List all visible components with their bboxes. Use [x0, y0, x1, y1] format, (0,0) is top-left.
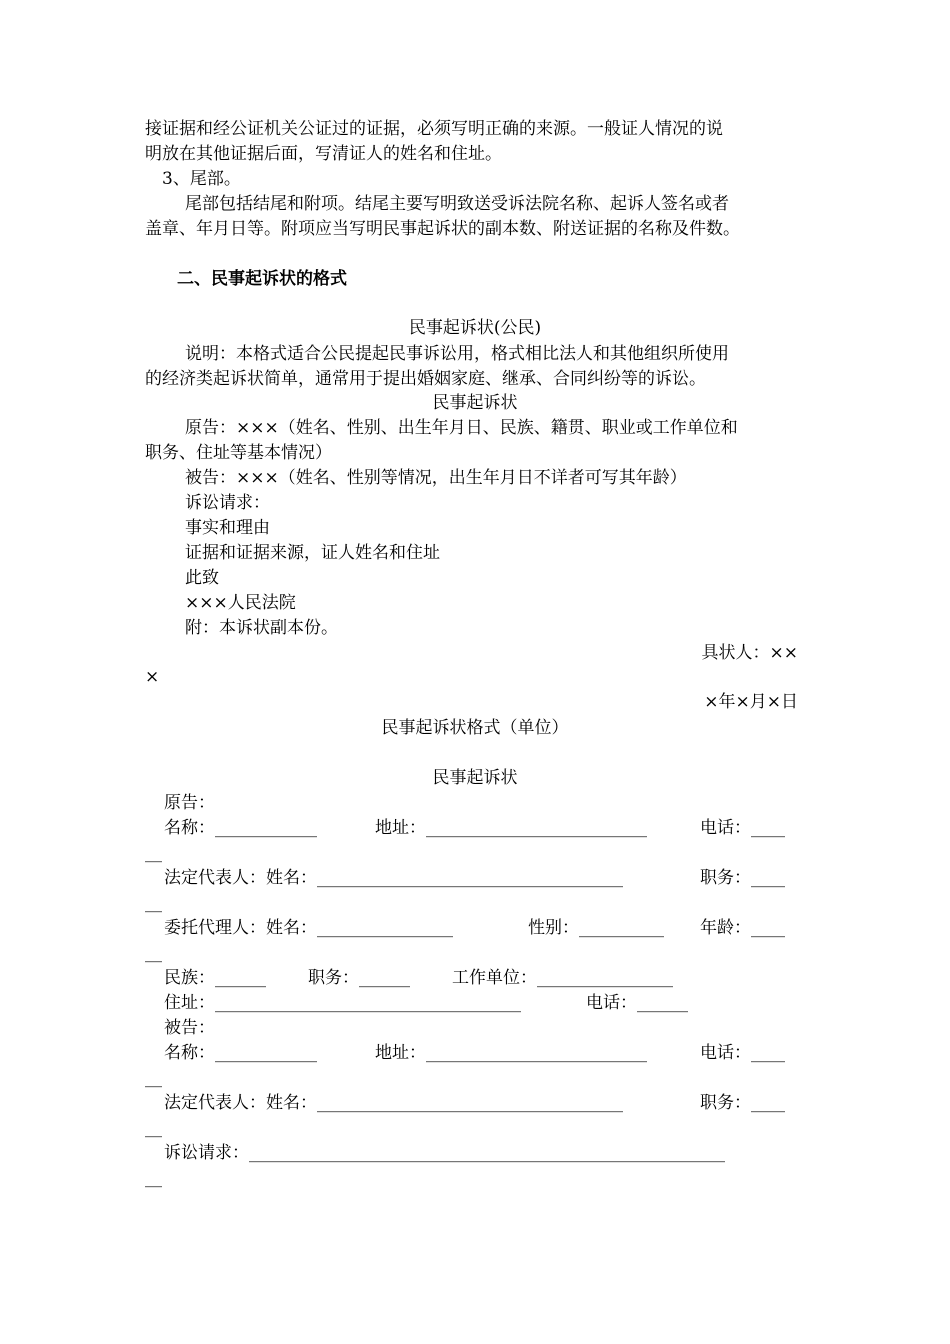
- citizen-facts: 事实和理由: [185, 518, 270, 538]
- citizen-signer: 具状人：××: [701, 643, 798, 663]
- citizen-plaintiff-1: 原告：×××（姓名、性别、出生年月日、民族、籍贯、职业或工作单位和: [185, 418, 738, 438]
- unit-agent-gender: 性别：__________: [528, 918, 664, 938]
- line-wrap: __: [145, 1168, 162, 1188]
- section-heading: 二、民事起诉状的格式: [177, 269, 347, 289]
- unit-agent-phone: 电话：______: [586, 993, 688, 1013]
- unit-defendant-post: 职务：____: [700, 1093, 785, 1113]
- line-wrap: __: [145, 893, 162, 913]
- unit-defendant-label: 被告：: [164, 1018, 215, 1038]
- citizen-evidence: 证据和证据来源，证人姓名和住址: [185, 543, 440, 563]
- unit-defendant-name: 名称：____________: [164, 1043, 317, 1063]
- citizen-plaintiff-2: 职务、住址等基本情况）: [145, 443, 332, 463]
- unit-plaintiff-label: 原告：: [164, 793, 215, 813]
- line-wrap: __: [145, 1068, 162, 1088]
- unit-agent-name: 委托代理人：姓名：________________: [164, 918, 453, 938]
- citizen-subtitle: 民事起诉状: [432, 393, 518, 413]
- unit-agent-post: 职务：______: [308, 968, 410, 988]
- intro-line-1: 接证据和经公证机关公证过的证据，必须写明正确的来源。一般证人情况的说: [145, 119, 723, 139]
- line-wrap: __: [145, 843, 162, 863]
- citizen-title: 民事起诉状(公民): [408, 318, 542, 338]
- line-wrap: __: [145, 943, 162, 963]
- unit-agent-age: 年龄：____: [700, 918, 785, 938]
- citizen-claims: 诉讼请求：: [185, 493, 270, 513]
- unit-defendant-legal-rep: 法定代表人：姓名：____________________________________: [164, 1093, 623, 1113]
- citizen-date: ×年×月×日: [704, 692, 798, 712]
- unit-plaintiff-phone: 电话：____: [700, 818, 785, 838]
- unit-subtitle: 民事起诉状: [432, 768, 518, 788]
- citizen-note-2: 的经济类起诉状简单，通常用于提出婚姻家庭、继承、合同纠纷等的诉讼。: [145, 369, 706, 389]
- tail-line-2: 盖章、年月日等。附项应当写明民事起诉状的副本数、附送证据的名称及件数。: [145, 219, 740, 239]
- unit-defendant-phone: 电话：____: [700, 1043, 785, 1063]
- unit-agent-address: 住址：____________________________________: [164, 993, 521, 1013]
- citizen-salute: 此致: [185, 568, 219, 588]
- unit-plaintiff-address: 地址：__________________________: [375, 818, 647, 838]
- tail-line-1: 尾部包括结尾和附项。结尾主要写明致送受诉法院名称、起诉人签名或者: [185, 194, 729, 214]
- unit-plaintiff-legal-rep: 法定代表人：姓名：____________________________________: [164, 868, 623, 888]
- line-wrap: __: [145, 1118, 162, 1138]
- unit-claims: 诉讼请求：________________________________________________________: [164, 1143, 725, 1163]
- unit-agent-workplace: 工作单位：________________: [452, 968, 673, 988]
- citizen-signer-wrap: ×: [145, 667, 160, 687]
- unit-plaintiff-post: 职务：____: [700, 868, 785, 888]
- unit-plaintiff-name: 名称：____________: [164, 818, 317, 838]
- citizen-defendant: 被告：×××（姓名、性别等情况，出生年月日不详者可写其年龄）: [185, 468, 687, 488]
- intro-line-2: 明放在其他证据后面，写清证人的姓名和住址。: [145, 144, 502, 164]
- unit-title: 民事起诉状格式（单位）: [381, 718, 569, 738]
- item-3-heading: 3、尾部。: [162, 169, 241, 189]
- citizen-court: ×××人民法院: [185, 593, 296, 613]
- unit-defendant-address: 地址：__________________________: [375, 1043, 647, 1063]
- citizen-note-1: 说明：本格式适合公民提起民事诉讼用，格式相比法人和其他组织所使用: [185, 344, 729, 364]
- unit-agent-ethnic: 民族：______: [164, 968, 266, 988]
- citizen-attachment: 附：本诉状副本份。: [185, 618, 338, 638]
